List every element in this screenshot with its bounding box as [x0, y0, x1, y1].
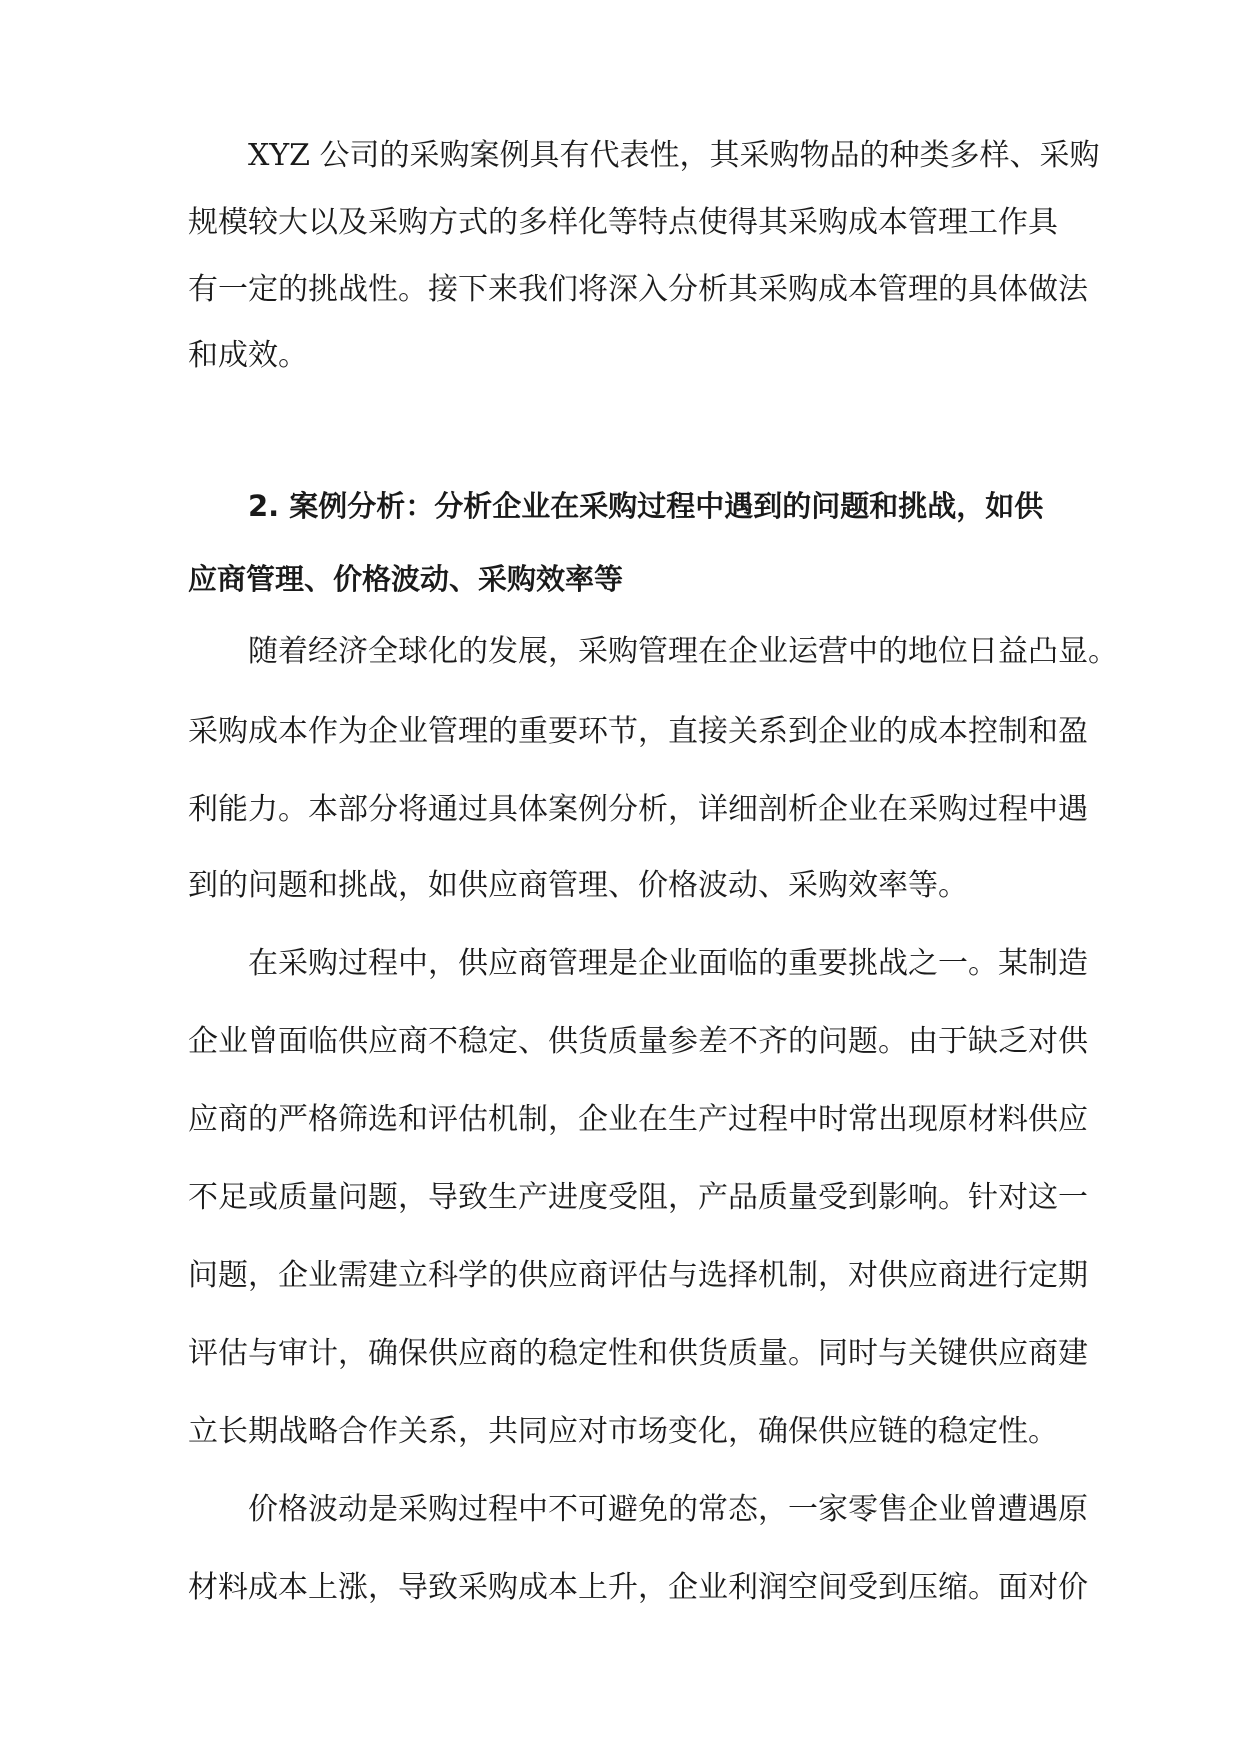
paragraph-3-line-5: 问题，企业需建立科学的供应商评估与选择机制，对供应商进行定期 [188, 1258, 1088, 1293]
paragraph-3-line-2: 企业曾面临供应商不稳定、供货质量参差不齐的问题。由于缺乏对供 [188, 1024, 1088, 1059]
section-heading-line-2: 应商管理、价格波动、采购效率等 [188, 562, 624, 596]
paragraph-1-line-1: XYZ 公司的采购案例具有代表性，其采购物品的种类多样、采购 [248, 138, 1100, 173]
paragraph-2-line-4: 到的问题和挑战，如供应商管理、价格波动、采购效率等。 [188, 868, 968, 903]
paragraph-2-line-1: 随着经济全球化的发展，采购管理在企业运营中的地位日益凸显。 [248, 634, 1118, 669]
paragraph-4-line-2: 材料成本上涨，导致采购成本上升，企业利润空间受到压缩。面对价 [188, 1570, 1088, 1605]
paragraph-1-line-4: 和成效。 [188, 338, 308, 373]
paragraph-2-line-3: 利能力。本部分将通过具体案例分析，详细剖析企业在采购过程中遇 [188, 792, 1088, 827]
section-heading-line-1: 2. 案例分析：分析企业在采购过程中遇到的问题和挑战，如供 [248, 489, 1044, 523]
paragraph-3-line-7: 立长期战略合作关系，共同应对市场变化，确保供应链的稳定性。 [188, 1414, 1058, 1449]
paragraph-3-line-3: 应商的严格筛选和评估机制，企业在生产过程中时常出现原材料供应 [188, 1102, 1088, 1137]
paragraph-1-line-3: 有一定的挑战性。接下来我们将深入分析其采购成本管理的具体做法 [188, 272, 1088, 307]
paragraph-3-line-6: 评估与审计，确保供应商的稳定性和供货质量。同时与关键供应商建 [188, 1336, 1088, 1371]
paragraph-4-line-1: 价格波动是采购过程中不可避免的常态，一家零售企业曾遭遇原 [248, 1492, 1088, 1527]
paragraph-3-line-1: 在采购过程中，供应商管理是企业面临的重要挑战之一。某制造 [248, 946, 1088, 981]
paragraph-1-line-2: 规模较大以及采购方式的多样化等特点使得其采购成本管理工作具 [188, 205, 1058, 240]
paragraph-3-line-4: 不足或质量问题，导致生产进度受阻，产品质量受到影响。针对这一 [188, 1180, 1088, 1215]
paragraph-2-line-2: 采购成本作为企业管理的重要环节，直接关系到企业的成本控制和盈 [188, 714, 1088, 749]
